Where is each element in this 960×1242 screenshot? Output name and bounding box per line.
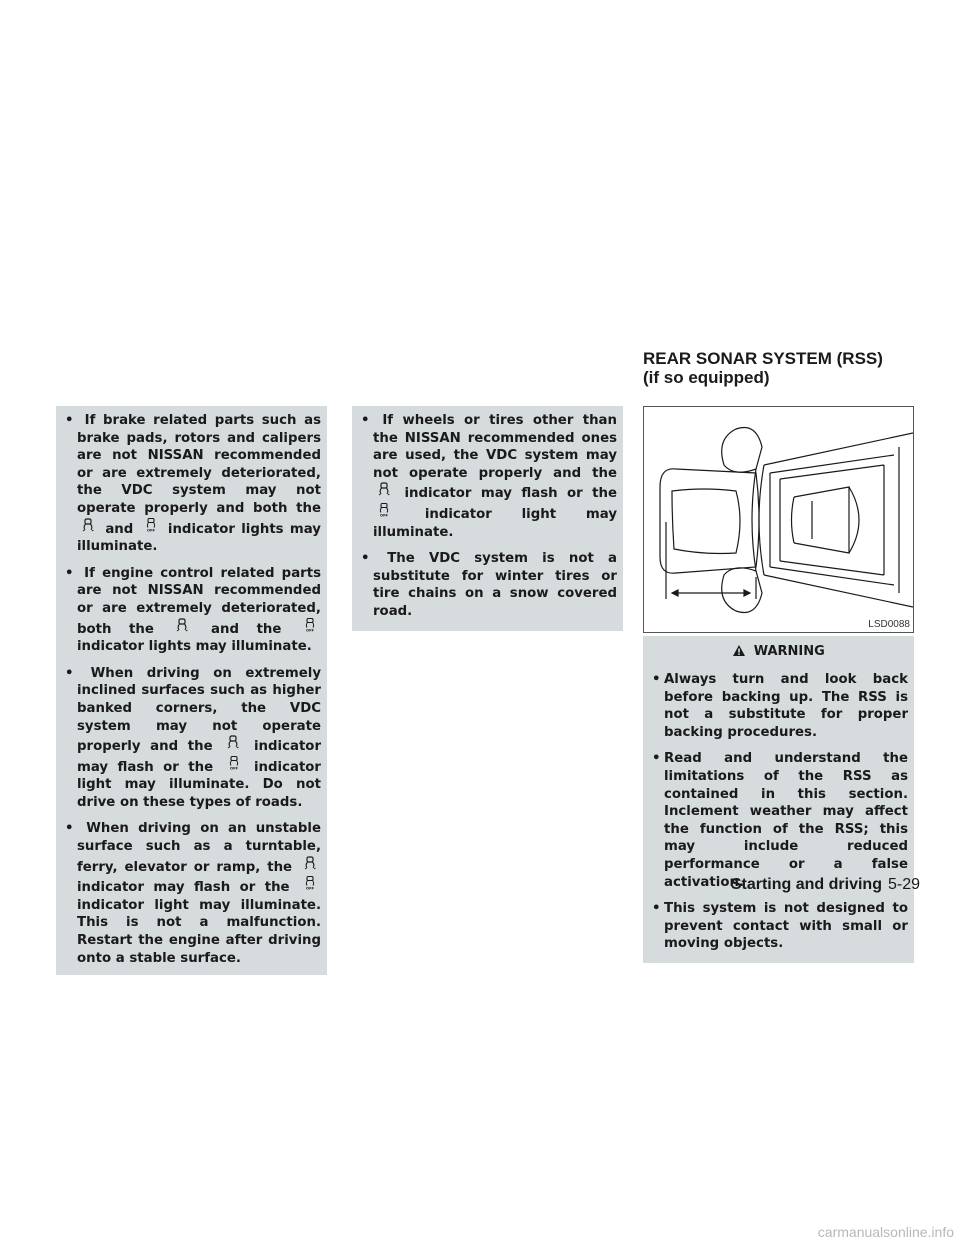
- section-title: REAR SONAR SYSTEM (RSS) (if so equipped): [643, 349, 883, 387]
- vdc-slip-indicator-icon: [299, 856, 321, 870]
- warning-title: WARNING: [649, 642, 908, 661]
- list-item: • The VDC system is not a substitute for winter tires or tire chains on a snow covered road.: [358, 550, 617, 620]
- list-item: • When driving on extremely inclined surfaces such as higher banked corners, the VDC system may not operate properly and the indicator may flash or the indicator light may illuminate. Do not drive on these types of roads.: [62, 665, 321, 812]
- figure-code: LSD0088: [868, 619, 910, 630]
- vdc-slip-indicator-icon: [222, 735, 244, 749]
- watermark: carmanualsonline.info: [817, 1224, 954, 1240]
- vdc-off-indicator-icon: [299, 618, 321, 632]
- left-bullet-list: [62, 412, 321, 967]
- vdc-slip-indicator-icon: [77, 518, 99, 532]
- page-number: 5-29: [887, 876, 920, 893]
- vdc-off-indicator-icon: [140, 518, 162, 532]
- footer-section-name: Starting and driving: [730, 876, 882, 893]
- middle-caution-box: [352, 406, 623, 631]
- list-item: • If wheels or tires other than the NISSAN recommended ones are used, the VDC system may not operate properly and the indicator may flash or the indicator light may illuminate.: [358, 412, 617, 541]
- warning-box: [643, 636, 914, 963]
- middle-bullet-list: [358, 412, 617, 621]
- vehicle-rear-sonar-illustration: [644, 407, 913, 632]
- list-item: • If brake related parts such as brake pads, rotors and calipers are not NISSAN recommended or are extremely deteriorated, the VDC system may not operate properly and both the and indicator lights may illuminate.: [62, 412, 321, 556]
- warning-triangle-icon: [732, 644, 746, 661]
- list-item: • Always turn and look back before backing up. The RSS is not a substitute for proper backing procedures.: [649, 671, 908, 741]
- page-footer: [700, 876, 920, 894]
- list-item: • Read and understand the limitations of the RSS as contained in this section. Inclement weather may affect the function of the RSS; this may include reduced performance or a false activation.: [649, 750, 908, 891]
- left-caution-box: [56, 406, 327, 975]
- rss-figure: [643, 406, 914, 633]
- list-item: • If engine control related parts are not NISSAN recommended or are extremely deteriorated, both the and the indicator lights may illuminate.: [62, 565, 321, 656]
- vdc-off-indicator-icon: [373, 503, 395, 517]
- vdc-off-indicator-icon: [299, 876, 321, 890]
- list-item: • This system is not designed to prevent contact with small or moving objects.: [649, 900, 908, 953]
- warning-bullet-list: [649, 671, 908, 953]
- vdc-off-indicator-icon: [223, 756, 245, 770]
- vdc-slip-indicator-icon: [373, 482, 395, 496]
- list-item: • When driving on an unstable surface such as a turntable, ferry, elevator or ramp, the indicator may flash or the indicator light may illuminate. This is not a malfunction. Restart the engine after driving onto a stable surface.: [62, 820, 321, 967]
- vdc-slip-indicator-icon: [171, 618, 193, 632]
